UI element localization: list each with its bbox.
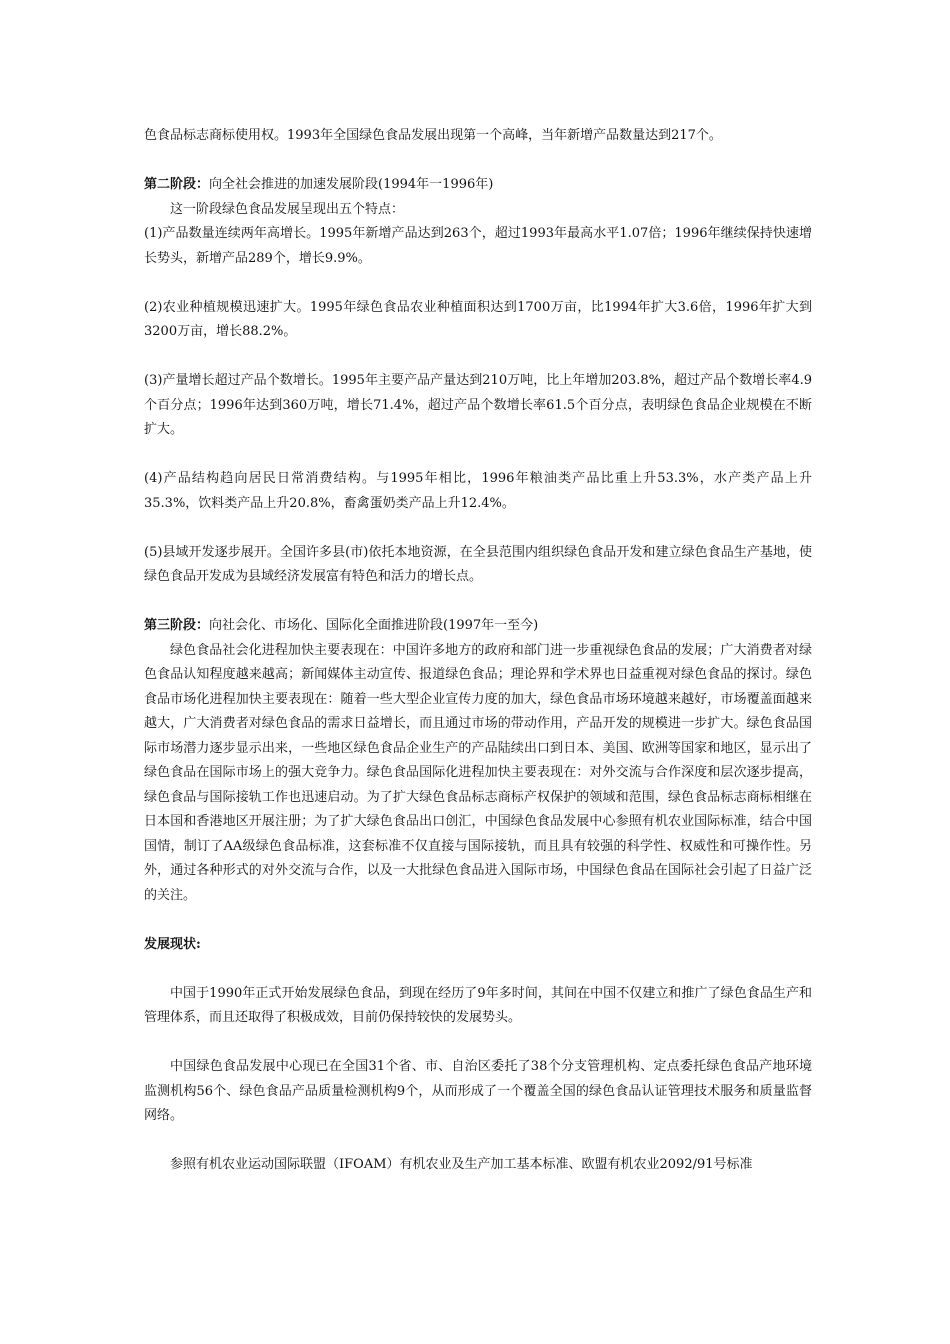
stage2-point-5: (5)县域开发逐步展开。全国许多县(市)依托本地资源，在全县范围内组织绿色食品开发和建立绿色食品生产基地，使绿色食品开发成为县域经济发展富有特色和活力的增长点。 xyxy=(144,544,812,584)
stage3-heading xyxy=(144,614,812,639)
stage3-label: 第三阶段： xyxy=(144,618,210,633)
stage2-point-3: (3)产量增长超过产品个数增长。1995年主要产品产量达到210万吨，比上年增加203.8%，超过产品个数增长率4.9个百分点；1996年达到360万吨，增长71.4%，超过产品个数增长率61.5个百分点，表明绿色食品企业规模在不断扩大。 xyxy=(144,373,812,437)
stage2-heading xyxy=(144,173,812,198)
spacer xyxy=(144,345,812,370)
status-paragraph-2: 中国绿色食品发展中心现已在全国31个省、市、自治区委托了38个分支管理机构、定点委托绿色食品产地环境监测机构56个、绿色食品产品质量检测机构9个，从而形成了一个覆盖全国的绿色食品认证管理技术服务和质量监督网络。 xyxy=(144,1059,812,1123)
stage3-title: 向社会化、市场化、国际化全面推进阶段(1997年一至今) xyxy=(209,618,539,633)
stage2-point-1: (1)产品数量连续两年高增长。1995年新增产品达到263个，超过1993年最高水平1.07倍；1996年继续保持快速增长势头，新增产品289个，增长9.9%。 xyxy=(144,226,812,266)
stage3-body: 绿色食品社会化进程加快主要表现在：中国许多地方的政府和部门进一步重视绿色食品的发展；广大消费者对绿色食品认知程度越来越高；新闻媒体主动宣传、报道绿色食品；理论界和学术界也日益重视对绿色食品的探讨。绿色食品市场化进程加快主要表现在：随着一些大型企业宣传力度的加大，绿色食品市场环境越来越好，市场覆盖面越来越大，广大消费者对绿色食品的需求日益增长，而且通过市场的带动作用，产品开发的规模进一步扩大。绿色食品国际市场潜力逐步显示出来，一些地区绿色食品企业生产的产品陆续出口到日本、美国、欧洲等国家和地区，显示出了绿色食品在国际市场上的强大竞争力。绿色食品国际化进程加快主要表现在：对外交流与合作深度和层次逐步提高，绿色食品与国际接轨工作也迅速启动。为了扩大绿色食品标志商标产权保护的领域和范围，绿色食品标志商标相继在日本国和香港地区开展注册；为了扩大绿色食品出口创汇，中国绿色食品发展中心参照有机农业国际标准，结合中国国情，制订了AA级绿色食品标准，这套标准不仅直接与国际接轨，而且具有较强的科学性、权威性和可操作性。另外，通过各种形式的对外交流与合作，以及一大批绿色食品进入国际市场，中国绿色食品在国际社会引起了日益广泛的关注。 xyxy=(144,642,812,903)
stage2-intro: 这一阶段绿色食品发展呈现出五个特点： xyxy=(170,201,405,217)
spacer xyxy=(144,1129,812,1154)
spacer xyxy=(144,516,812,541)
stage2-point-4: (4)产品结构趋向居民日常消费结构。与1995年相比，1996年粮油类产品比重上升53.3%，水产类产品上升35.3%，饮料类产品上升20.8%，畜禽蛋奶类产品上升12.4%。 xyxy=(144,471,812,511)
status-heading: 发展现状: xyxy=(144,936,201,952)
spacer xyxy=(144,957,812,982)
spacer xyxy=(144,149,812,174)
stage2-title: 向全社会推进的加速发展阶段(1994年一1996年) xyxy=(209,177,494,192)
stage2-point-2: (2)农业种植规模迅速扩大。1995年绿色食品农业种植面积达到1700万亩，比1994年扩大3.6倍，1996年扩大到3200万亩，增长88.2%。 xyxy=(144,299,812,339)
intro-paragraph: 色食品标志商标使用权。1993年全国绿色食品发展出现第一个高峰，当年新增产品数量达到217个。 xyxy=(144,128,722,143)
status-paragraph-3: 参照有机农业运动国际联盟（IFOAM）有机农业及生产加工基本标准、欧盟有机农业2092/91号标准 xyxy=(170,1157,753,1172)
stage2-label: 第二阶段： xyxy=(144,177,210,192)
spacer xyxy=(144,271,812,296)
spacer xyxy=(144,908,812,933)
status-paragraph-1: 中国于1990年正式开始发展绿色食品，到现在经历了9年多时间，其间在中国不仅建立和推广了绿色食品生产和管理体系，而且还取得了积极成效，目前仍保持较快的发展势头。 xyxy=(144,985,812,1025)
spacer xyxy=(144,1031,812,1056)
document-page xyxy=(144,124,812,1178)
spacer xyxy=(144,590,812,615)
spacer xyxy=(144,443,812,468)
